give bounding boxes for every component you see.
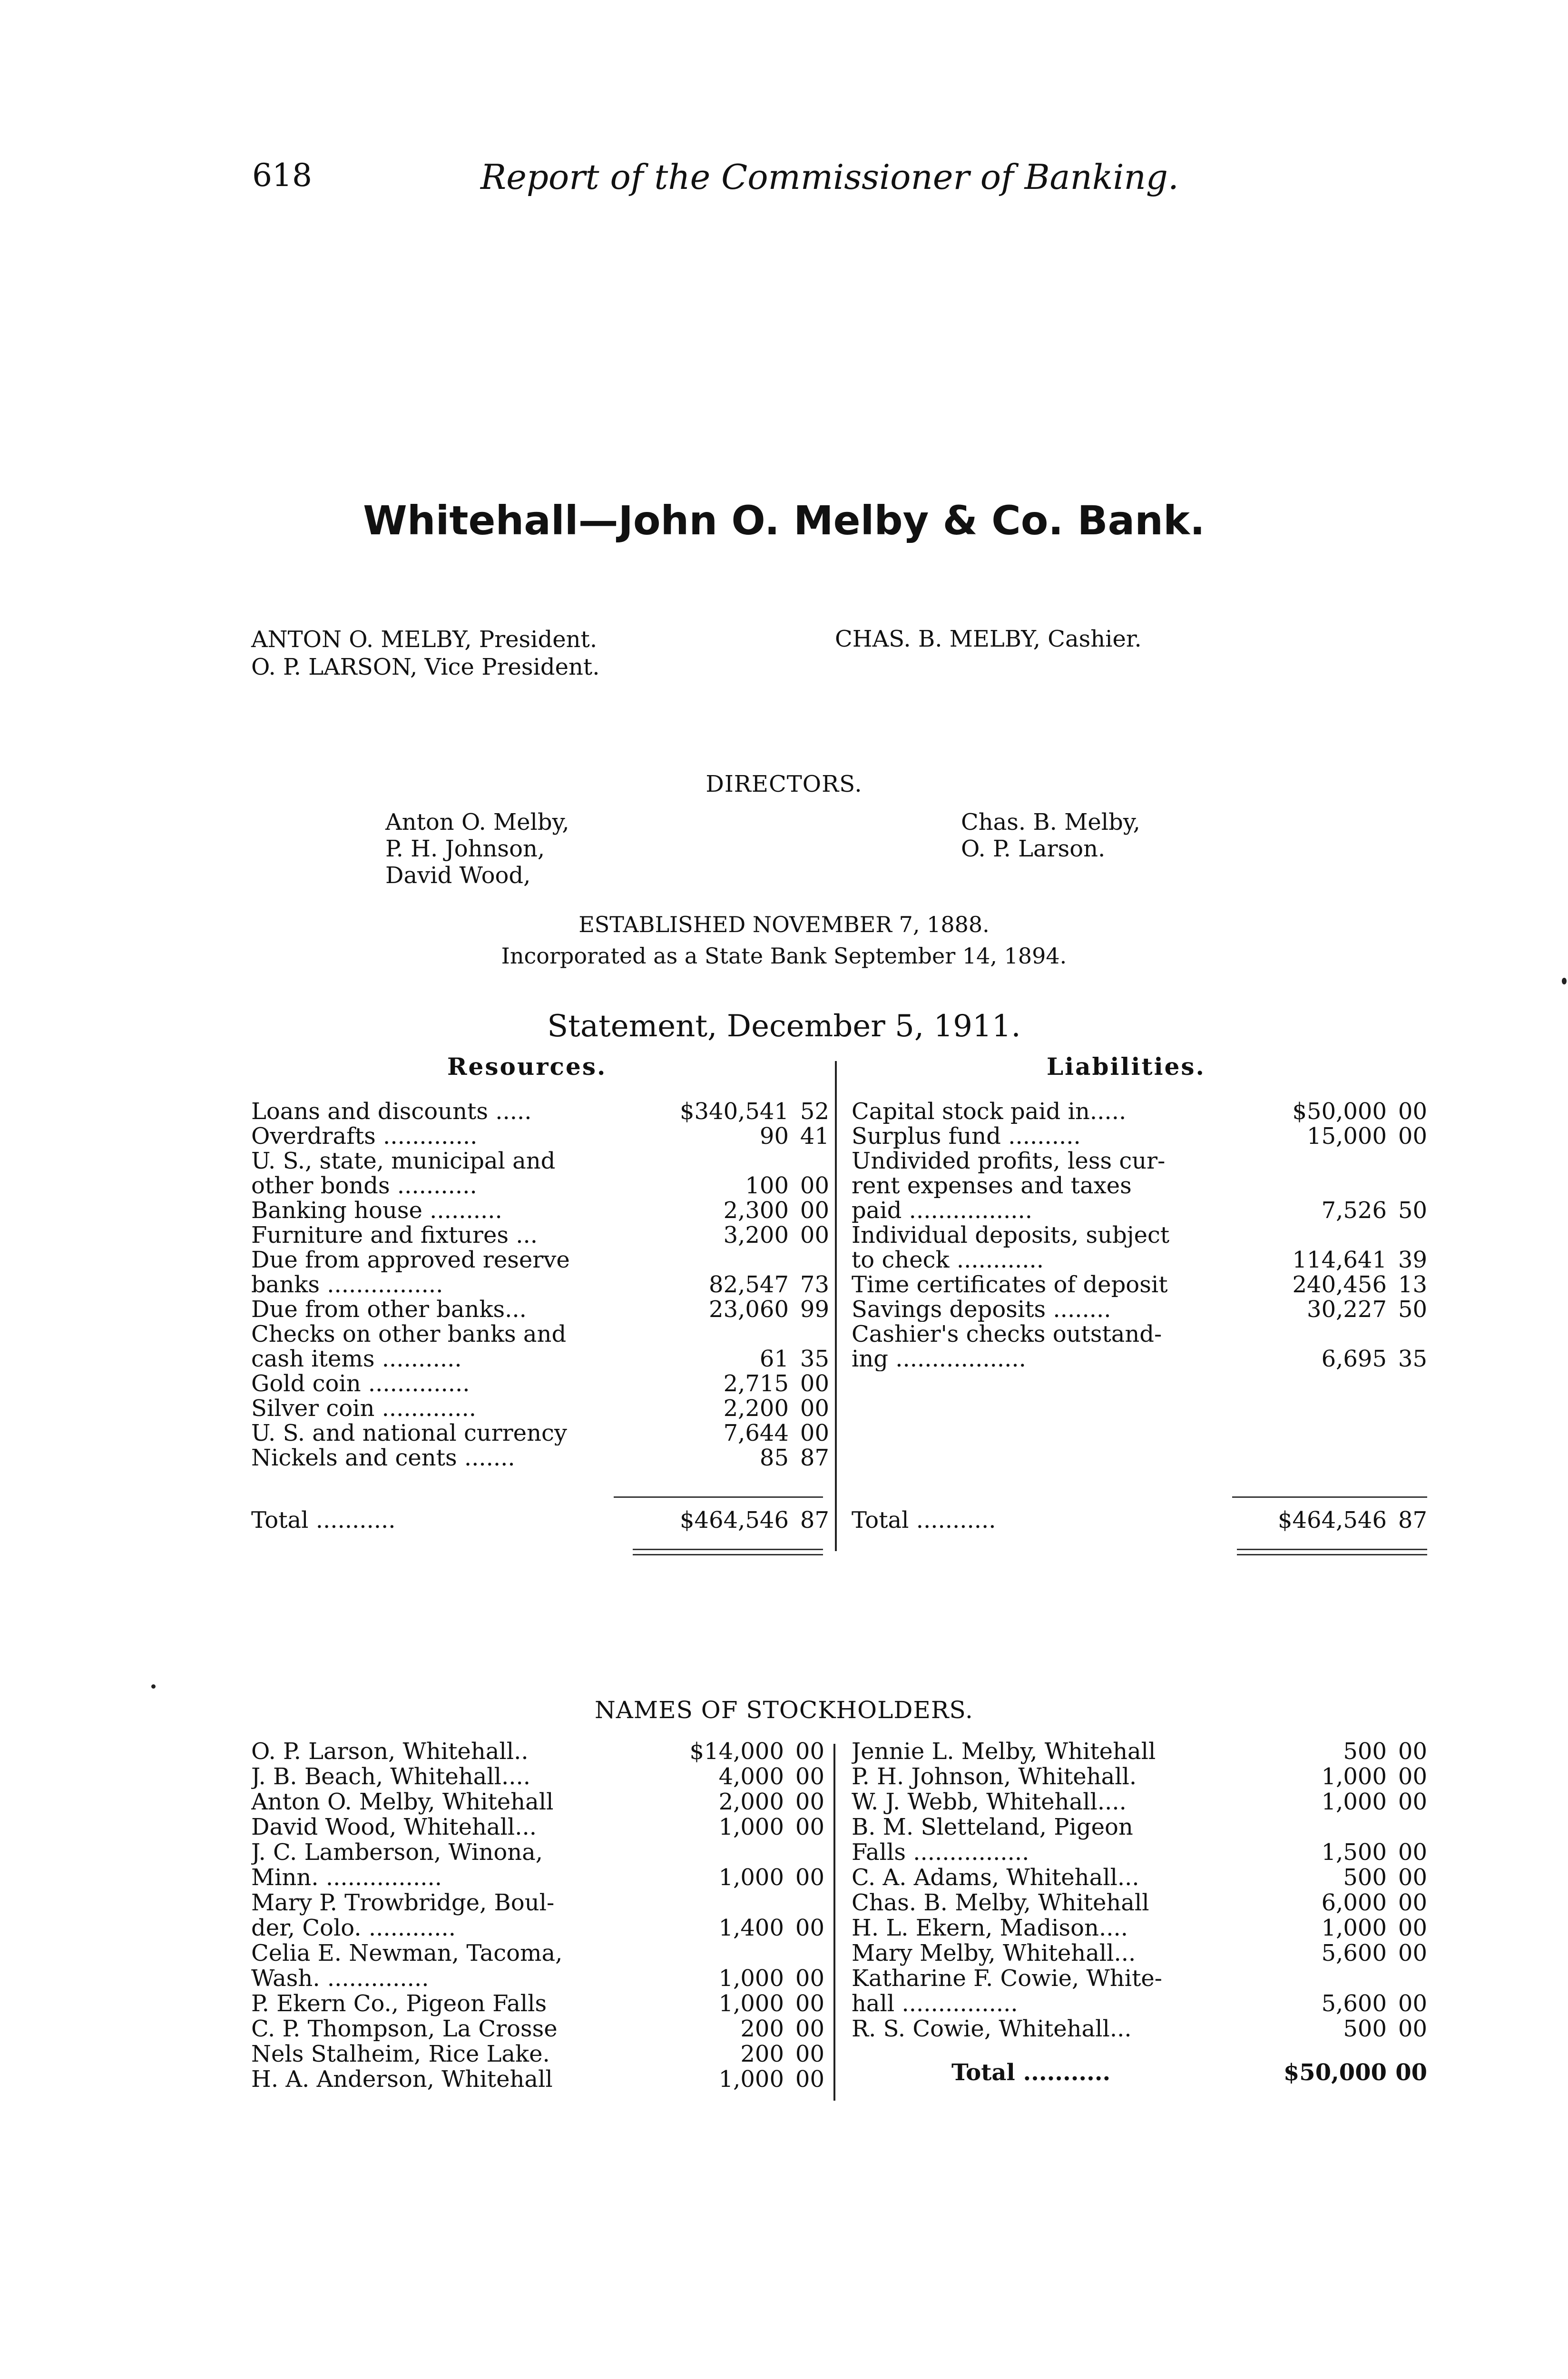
row-label: W. J. Webb, Whitehall....: [852, 1789, 1127, 1815]
ledger-row: [852, 1840, 1427, 1865]
row-cents: 39: [1398, 1247, 1427, 1273]
row-dollars: [622, 1248, 789, 1272]
row-label: H. L. Ekern, Madison....: [852, 1916, 1128, 1941]
resources-total-table: [251, 1499, 829, 1542]
stockholders-right-table: [852, 1739, 1427, 2042]
row-dollars: 1,000: [1321, 1789, 1387, 1815]
row-cents: 00: [1398, 1889, 1427, 1916]
ledger-row: [852, 1764, 1427, 1789]
row-dollars: 1,000: [1321, 1915, 1387, 1941]
row-dollars: 2,200: [723, 1395, 789, 1422]
director-name: Anton O. Melby,: [385, 809, 569, 836]
row-dollars: 1,000: [718, 1965, 784, 1992]
row-dollars: [622, 1322, 789, 1347]
row-label: P. H. Johnson, Whitehall.: [852, 1764, 1137, 1789]
row-label: Capital stock paid in.....: [852, 1099, 1127, 1124]
incorporated-date: Incorporated as a State Bank September 14, 1894.: [501, 943, 1067, 969]
row-dollars: 1,000: [718, 1814, 784, 1840]
total-dollars: $50,000: [1283, 2059, 1387, 2086]
running-title: Report of the Commissioner of Banking.: [480, 157, 1179, 197]
ledger-row: [852, 1991, 1427, 2016]
row-dollars: 240,456: [1292, 1271, 1387, 1298]
ledger-row: [852, 1322, 1427, 1347]
row-cents: [1387, 1173, 1427, 1198]
total-label: Total ...........: [951, 2060, 1111, 2085]
director-name: David Wood,: [385, 862, 531, 889]
row-dollars: 4,000: [718, 1763, 784, 1790]
ledger-row: [251, 1198, 829, 1223]
directors-left: [385, 809, 569, 889]
ledger-row: [251, 1149, 829, 1173]
row-label: ing ..................: [852, 1347, 1026, 1371]
row-label: der, Colo. ............: [251, 1916, 456, 1941]
ledger-row: [251, 1966, 824, 1991]
directors-right: [961, 809, 1140, 862]
total-label: Total ...........: [852, 1507, 996, 1534]
row-dollars: 1,000: [718, 1990, 784, 2017]
row-cents: 35: [800, 1346, 829, 1372]
row-label: Anton O. Melby, Whitehall: [251, 1789, 554, 1815]
row-label: Undivided profits, less cur-: [852, 1149, 1166, 1173]
row-dollars: $340,541: [679, 1098, 789, 1125]
ledger-row: [251, 1789, 824, 1815]
row-dollars: 23,060: [709, 1296, 789, 1323]
row-dollars: 500: [1343, 1738, 1387, 1765]
row-label: Silver coin .............: [251, 1396, 476, 1421]
row-dollars: 100: [745, 1172, 789, 1199]
stockholders-total-table: [852, 2060, 1427, 2085]
directors-heading: DIRECTORS.: [706, 771, 862, 797]
row-cents: [1387, 1815, 1427, 1840]
liabilities-total-table: [852, 1499, 1427, 1542]
row-cents: [784, 1941, 824, 1966]
row-cents: 00: [800, 1172, 829, 1199]
ledger-row: [852, 1865, 1427, 1890]
scan-speck: [1562, 978, 1567, 984]
row-cents: 00: [1398, 1123, 1427, 1150]
liabilities-total-row: [852, 1499, 1427, 1542]
row-cents: 00: [800, 1222, 829, 1248]
ledger-row: [852, 1099, 1427, 1124]
row-cents: 00: [1398, 1789, 1427, 1815]
ledger-row: [251, 1890, 824, 1916]
row-cents: 00: [1398, 2015, 1427, 2042]
row-dollars: [632, 1840, 784, 1865]
liabilities-table: [852, 1099, 1427, 1371]
resources-heading: Resources.: [447, 1052, 607, 1081]
row-cents: [784, 1890, 824, 1916]
resources-total-double-rule: [633, 1549, 823, 1555]
total-cents: 87: [800, 1507, 829, 1534]
row-dollars: [1242, 1966, 1387, 1991]
row-cents: 00: [1398, 1940, 1427, 1966]
row-label: Celia E. Newman, Tacoma,: [251, 1941, 563, 1966]
row-cents: 13: [1398, 1271, 1427, 1298]
row-dollars: [1242, 1815, 1387, 1840]
row-cents: [1387, 1223, 1427, 1248]
row-cents: [789, 1322, 829, 1347]
row-label: H. A. Anderson, Whitehall: [251, 2067, 553, 2092]
row-dollars: 1,000: [718, 1864, 784, 1891]
ledger-row: [251, 1421, 829, 1445]
ledger-row: [852, 1347, 1427, 1371]
row-label: Individual deposits, subject: [852, 1223, 1170, 1248]
row-label: Cashier's checks outstand-: [852, 1322, 1162, 1347]
row-dollars: 1,500: [1321, 1839, 1387, 1866]
ledger-row: [251, 1347, 829, 1371]
stockholders-left-table: [251, 1739, 824, 2092]
liabilities-heading: Liabilities.: [1047, 1052, 1205, 1081]
row-dollars: 61: [759, 1346, 789, 1372]
row-dollars: [1242, 1149, 1387, 1173]
row-label: P. Ekern Co., Pigeon Falls: [251, 1991, 547, 2016]
ledger-row: [251, 1272, 829, 1297]
row-label: Wash. ..............: [251, 1966, 429, 1991]
row-dollars: 114,641: [1292, 1247, 1387, 1273]
row-cents: 73: [800, 1271, 829, 1298]
row-cents: 00: [795, 1814, 824, 1840]
ledger-row: [251, 1322, 829, 1347]
ledger-row: [251, 2067, 824, 2092]
row-label: C. A. Adams, Whitehall...: [852, 1865, 1139, 1890]
row-dollars: 2,715: [723, 1370, 789, 1397]
row-label: other bonds ...........: [251, 1173, 477, 1198]
ledger-row: [852, 1789, 1427, 1815]
row-label: O. P. Larson, Whitehall..: [251, 1739, 529, 1764]
ledger-row: [251, 1124, 829, 1149]
resources-subtotal-rule: [614, 1496, 823, 1498]
total-label: Total ...........: [251, 1507, 396, 1534]
row-cents: [1387, 1322, 1427, 1347]
ledger-row: [251, 1396, 829, 1421]
row-cents: 00: [795, 1738, 824, 1765]
row-dollars: [632, 1890, 784, 1916]
row-dollars: 5,600: [1321, 1990, 1387, 2017]
row-dollars: 7,644: [723, 1420, 789, 1446]
ledger-row: [852, 1124, 1427, 1149]
row-cents: 00: [1398, 1990, 1427, 2017]
row-dollars: 1,000: [718, 2066, 784, 2093]
row-label: C. P. Thompson, La Crosse: [251, 2016, 558, 2042]
row-label: Mary Melby, Whitehall...: [852, 1941, 1136, 1966]
ledger-row: [852, 1941, 1427, 1966]
officers-left: [251, 626, 599, 681]
page-number: 618: [252, 157, 312, 194]
total-dollars: $464,546: [679, 1507, 789, 1534]
row-cents: 00: [1398, 1864, 1427, 1891]
row-cents: 00: [795, 1915, 824, 1941]
established-date: ESTABLISHED NOVEMBER 7, 1888.: [578, 912, 990, 937]
row-cents: 87: [800, 1445, 829, 1471]
row-cents: 00: [795, 2041, 824, 2067]
row-cents: 50: [1398, 1296, 1427, 1323]
row-cents: 52: [800, 1098, 829, 1125]
row-cents: 00: [795, 1864, 824, 1891]
row-dollars: 5,600: [1321, 1940, 1387, 1966]
ledger-row: [852, 1223, 1427, 1248]
row-dollars: 85: [759, 1445, 789, 1471]
director-name: Chas. B. Melby,: [961, 809, 1140, 836]
ledger-row: [251, 1865, 824, 1890]
resources-table: [251, 1099, 829, 1470]
liabilities-total-double-rule: [1237, 1549, 1427, 1555]
ledger-row: [251, 1297, 829, 1322]
statement-title: Statement, December 5, 1911.: [547, 1009, 1021, 1044]
row-label: Nickels and cents .......: [251, 1445, 515, 1470]
row-cents: 00: [795, 1965, 824, 1992]
row-dollars: 500: [1343, 2015, 1387, 2042]
row-dollars: 2,300: [723, 1197, 789, 1224]
total-cents: 87: [1398, 1507, 1427, 1534]
row-label: Due from approved reserve: [251, 1248, 570, 1272]
ledger-row: [251, 1445, 829, 1470]
row-cents: 00: [1398, 1915, 1427, 1941]
director-name: P. H. Johnson,: [385, 836, 545, 862]
row-dollars: $14,000: [689, 1738, 784, 1765]
row-dollars: [632, 1941, 784, 1966]
row-dollars: [1242, 1322, 1387, 1347]
bank-title: Whitehall—John O. Melby & Co. Bank.: [363, 497, 1205, 544]
row-label: Katharine F. Cowie, White-: [852, 1966, 1163, 1991]
row-cents: 50: [1398, 1197, 1427, 1224]
ledger-row: [251, 1223, 829, 1248]
total-dollars: $464,546: [1277, 1507, 1387, 1534]
ledger-row: [251, 2042, 824, 2067]
row-label: Savings deposits ........: [852, 1297, 1111, 1322]
ledger-row: [852, 1890, 1427, 1916]
liabilities-subtotal-rule: [1232, 1496, 1427, 1498]
row-cents: 00: [800, 1395, 829, 1422]
ledger-row: [852, 1739, 1427, 1764]
row-label: Falls ................: [852, 1840, 1029, 1865]
row-dollars: 200: [740, 2041, 784, 2067]
row-dollars: [1242, 1173, 1387, 1198]
ledger-row: [251, 1840, 824, 1865]
row-label: Nels Stalheim, Rice Lake.: [251, 2042, 550, 2067]
ledger-row: [251, 1916, 824, 1941]
stockholders-column-divider: [833, 1744, 835, 2101]
row-cents: 00: [795, 1990, 824, 2017]
row-cents: [789, 1248, 829, 1272]
row-label: Banking house ..........: [251, 1198, 502, 1223]
row-dollars: 1,000: [1321, 1763, 1387, 1790]
row-cents: [1387, 1966, 1427, 1991]
ledger-row: [251, 1099, 829, 1124]
row-label: Furniture and fixtures ...: [251, 1223, 538, 1248]
row-label: Gold coin ..............: [251, 1371, 470, 1396]
row-cents: 00: [1398, 1738, 1427, 1765]
row-dollars: 90: [759, 1123, 789, 1150]
row-cents: 00: [1398, 1839, 1427, 1866]
row-label: B. M. Sletteland, Pigeon: [852, 1815, 1133, 1840]
row-dollars: 30,227: [1307, 1296, 1387, 1323]
row-dollars: 500: [1343, 1864, 1387, 1891]
stockholders-total-row: [852, 2060, 1427, 2085]
officer-cashier: CHAS. B. MELBY, Cashier.: [835, 626, 1142, 652]
ledger-row: [852, 1916, 1427, 1941]
row-label: David Wood, Whitehall...: [251, 1815, 537, 1840]
row-cents: 00: [800, 1370, 829, 1397]
row-dollars: 7,526: [1321, 1197, 1387, 1224]
row-label: Loans and discounts .....: [251, 1099, 532, 1124]
row-cents: 00: [1398, 1763, 1427, 1790]
row-label: J. C. Lamberson, Winona,: [251, 1840, 543, 1865]
row-dollars: 200: [740, 2015, 784, 2042]
row-label: Surplus fund ..........: [852, 1124, 1081, 1149]
row-label: cash items ...........: [251, 1347, 462, 1371]
row-cents: 00: [795, 2066, 824, 2093]
ledger-row: [852, 2016, 1427, 2042]
row-cents: [789, 1149, 829, 1173]
ledger-row: [852, 1966, 1427, 1991]
row-dollars: 6,000: [1321, 1889, 1387, 1916]
ledger-row: [852, 1248, 1427, 1272]
ledger-row: [251, 2016, 824, 2042]
row-cents: 00: [800, 1197, 829, 1224]
row-dollars: 6,695: [1321, 1346, 1387, 1372]
ledger-row: [852, 1815, 1427, 1840]
row-label: Time certificates of deposit: [852, 1272, 1168, 1297]
ledger-row: [251, 1764, 824, 1789]
ledger-row: [852, 1297, 1427, 1322]
row-label: Overdrafts .............: [251, 1124, 478, 1149]
ledger-row: [251, 1173, 829, 1198]
row-cents: 41: [800, 1123, 829, 1150]
row-label: U. S., state, municipal and: [251, 1149, 556, 1173]
row-cents: 99: [800, 1296, 829, 1323]
row-label: Chas. B. Melby, Whitehall: [852, 1890, 1149, 1916]
row-cents: 00: [795, 1763, 824, 1790]
row-cents: 00: [800, 1420, 829, 1446]
row-cents: 35: [1398, 1346, 1427, 1372]
row-label: rent expenses and taxes: [852, 1173, 1132, 1198]
row-label: banks ................: [251, 1272, 443, 1297]
row-label: Checks on other banks and: [251, 1322, 567, 1347]
statement-column-divider: [835, 1061, 837, 1551]
row-label: R. S. Cowie, Whitehall...: [852, 2016, 1132, 2042]
row-label: Jennie L. Melby, Whitehall: [852, 1739, 1156, 1764]
ledger-row: [852, 1149, 1427, 1173]
row-dollars: $50,000: [1292, 1098, 1387, 1125]
row-label: Due from other banks...: [251, 1297, 527, 1322]
row-label: U. S. and national currency: [251, 1421, 567, 1445]
row-label: hall ................: [852, 1991, 1018, 2016]
ledger-row: [251, 1371, 829, 1396]
ledger-row: [251, 1248, 829, 1272]
officer-vice-president: O. P. LARSON, Vice President.: [251, 654, 600, 680]
ledger-row: [251, 1991, 824, 2016]
ledger-row: [852, 1272, 1427, 1297]
total-cents: 00: [1395, 2059, 1427, 2086]
row-cents: 00: [795, 1789, 824, 1815]
established-block: [0, 909, 1568, 972]
row-dollars: 2,000: [718, 1789, 784, 1815]
ledger-row: [251, 1941, 824, 1966]
officer-president: ANTON O. MELBY, President.: [251, 626, 598, 653]
ledger-row: [251, 1815, 824, 1840]
row-dollars: 15,000: [1307, 1123, 1387, 1150]
resources-total-row: [251, 1499, 829, 1542]
row-dollars: [622, 1149, 789, 1173]
row-label: Mary P. Trowbridge, Boul-: [251, 1890, 555, 1916]
row-dollars: [1242, 1223, 1387, 1248]
row-cents: [784, 1840, 824, 1865]
ledger-row: [251, 1739, 824, 1764]
ledger-row: [852, 1173, 1427, 1198]
ledger-row: [852, 1198, 1427, 1223]
row-label: to check ............: [852, 1248, 1044, 1272]
row-label: J. B. Beach, Whitehall....: [251, 1764, 530, 1789]
row-label: paid .................: [852, 1198, 1033, 1223]
stockholders-heading: NAMES OF STOCKHOLDERS.: [595, 1696, 973, 1724]
row-cents: 00: [795, 2015, 824, 2042]
row-cents: [1387, 1149, 1427, 1173]
row-dollars: 1,400: [718, 1915, 784, 1941]
row-dollars: 82,547: [709, 1271, 789, 1298]
director-name: O. P. Larson.: [961, 836, 1106, 862]
row-dollars: 3,200: [723, 1222, 789, 1248]
row-cents: 00: [1398, 1098, 1427, 1125]
scan-speck: [151, 1684, 156, 1689]
row-label: Minn. ................: [251, 1865, 442, 1890]
